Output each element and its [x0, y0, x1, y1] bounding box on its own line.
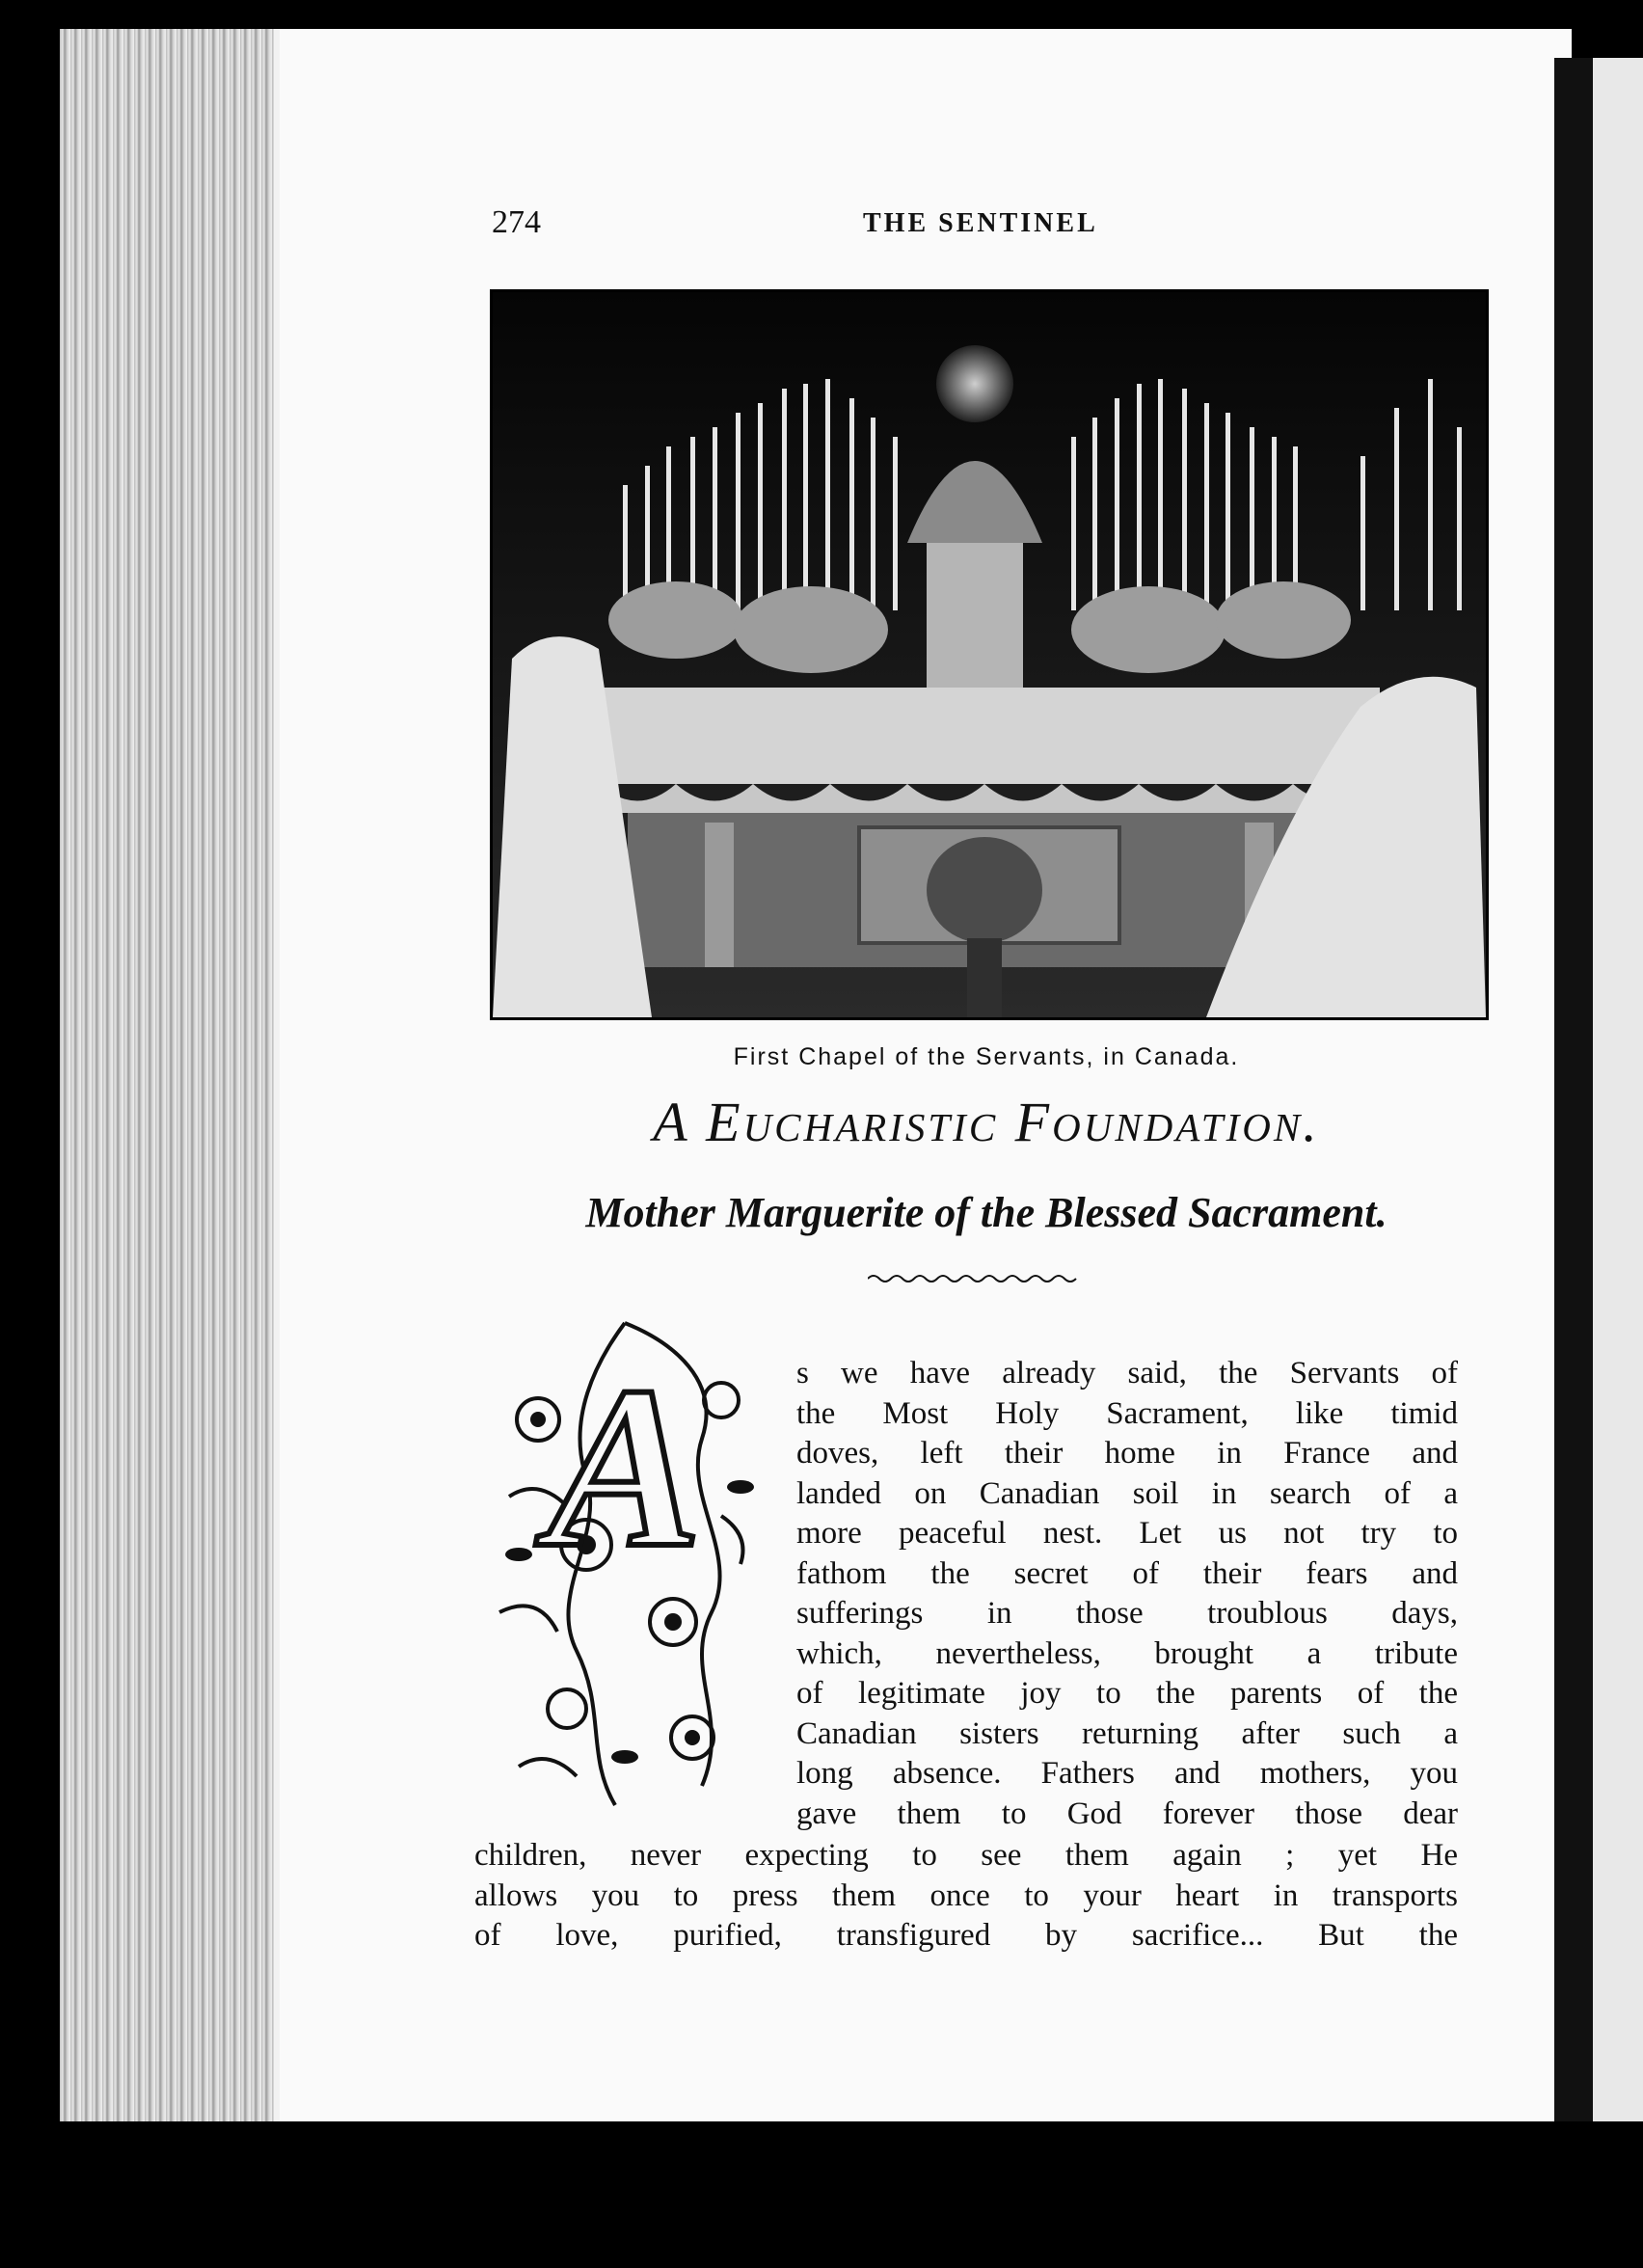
body-line: sufferings in those troublous days,: [796, 1596, 1458, 1631]
chapel-altar-illustration: [493, 292, 1486, 1017]
body-line: doves, left their home in France and: [796, 1436, 1458, 1471]
body-line: the Most Holy Sacrament, like timid: [796, 1395, 1458, 1431]
running-head: [492, 204, 1456, 243]
full-width-paragraph: [474, 1836, 1458, 1957]
page-number: 274: [492, 204, 541, 240]
body-line: of legitimate joy to the parents of the: [796, 1676, 1458, 1711]
body-line: of love, purified, transfigured by sacrifice... But the: [474, 1918, 1458, 1953]
body-line: landed on Canadian soil in search of a: [796, 1475, 1458, 1511]
indented-paragraph: [796, 1354, 1458, 1834]
book-gutter: [1554, 58, 1593, 2121]
photo-caption: First Chapel of the Servants, in Canada.: [733, 1043, 1240, 1070]
body-line: more peaceful nest. Let us not try to: [796, 1516, 1458, 1551]
body-line: fathom the secret of their fears and: [796, 1555, 1458, 1591]
body-line: gave them to God forever those dear: [796, 1796, 1458, 1831]
body-line: children, never expecting to see them again ; yet He: [474, 1838, 1458, 1873]
article-subtitle: Mother Marguerite of the Blessed Sacrament.: [585, 1189, 1387, 1236]
book-page-edges: [60, 29, 291, 2121]
body-line: s we have already said, the Servants of: [796, 1356, 1458, 1390]
body-line: long absence. Fathers and mothers, you: [796, 1756, 1458, 1791]
body-line: which, nevertheless, brought a tribute: [796, 1635, 1458, 1671]
floral-ornament-icon: [480, 1304, 779, 1824]
ornamental-divider: [868, 1271, 1080, 1286]
body-line: Canadian sisters returning after such a: [796, 1715, 1458, 1751]
ornate-drop-cap: [480, 1304, 779, 1824]
body-line: allows you to press them once to your heart in transports: [474, 1877, 1458, 1913]
article-title: A Eucharistic Foundation.: [653, 1091, 1320, 1153]
facing-page-edge: [1593, 58, 1643, 2121]
chapel-altar-photo: [490, 289, 1489, 1020]
drop-cap-letter: A: [547, 1338, 703, 1595]
journal-title: THE SENTINEL: [863, 208, 1098, 238]
